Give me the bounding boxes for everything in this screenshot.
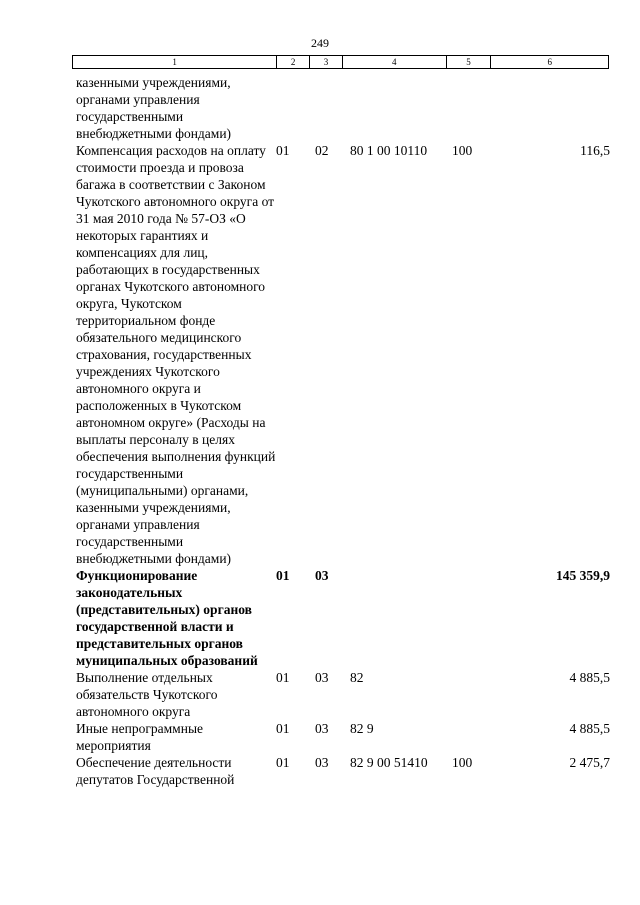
header-col-6: 6 [547,57,552,67]
row-razdel: 01 [276,721,290,736]
row-razdel: 01 [276,568,290,583]
row-vr: 100 [452,143,473,158]
row-sum: 4 885,5 [569,721,610,736]
header-col-1: 1 [73,56,277,68]
row-vr: 100 [452,755,473,770]
row-razdel: 01 [276,670,290,685]
row-podrazdel: 03 [315,755,329,770]
row-razdel: 01 [276,755,290,770]
row-csr: 80 1 00 10110 [350,143,428,158]
row-razdel: 01 [276,143,290,158]
row-name: Выполнение отдельных обязательств Чукотского автономного округа [76,670,218,719]
row-sum: 145 359,9 [556,568,610,583]
row-sum: 2 475,7 [569,755,610,770]
header-col-2: 2 [277,56,310,68]
table-row [0,74,640,142]
row-podrazdel: 03 [315,721,329,736]
row-podrazdel: 03 [315,568,329,583]
row-podrazdel: 03 [315,670,329,685]
row-name: Функционирование законодательных (представительных) органов государственной власти и представительных органов муниципальных образований [76,568,258,668]
table-row [0,754,640,788]
row-podrazdel: 02 [315,143,329,158]
row-sum: 4 885,5 [569,670,610,685]
table-row [0,720,640,754]
row-csr: 82 9 [350,721,374,736]
row-name: Компенсация расходов на оплату стоимости проезда и провоза багажа в соответствии с Законом Чукотского автономного округа от 31 мая 2010 года № 57-ОЗ «О некоторых гарантиях и компенсациях для лиц, работающих в государственных органах Чукотского автономного округа, Чукотском территориальном фонде обязательного медицинского страхования, государственных учреждениях Чукотского автономного округа и расположенных в Чукотском автономном округе» (Расходы на выплаты персоналу в целях обеспечения выполнения функций государственными (муниципальными) органами, казенными учреждениями, органами управления государственными внебюджетными фондами) [76,143,276,566]
header-col-3: 3 [310,56,343,68]
row-name: Иные непрограммные мероприятия [76,721,204,753]
row-name: Обеспечение деятельности депутатов Государственной [76,755,235,787]
row-name: казенными учреждениями, органами управления государственными внебюджетными фондами) [76,75,232,141]
table-row [0,567,640,669]
table-row [0,669,640,720]
table-row [0,142,640,567]
row-csr: 82 [350,670,364,685]
table-body [0,74,640,788]
page-number: 249 [311,36,329,50]
header-col-4: 4 [343,56,447,68]
row-sum: 116,5 [580,143,610,158]
header-col-5: 5 [447,56,492,68]
table-header [72,55,609,69]
row-csr: 82 9 00 51410 [350,755,428,770]
